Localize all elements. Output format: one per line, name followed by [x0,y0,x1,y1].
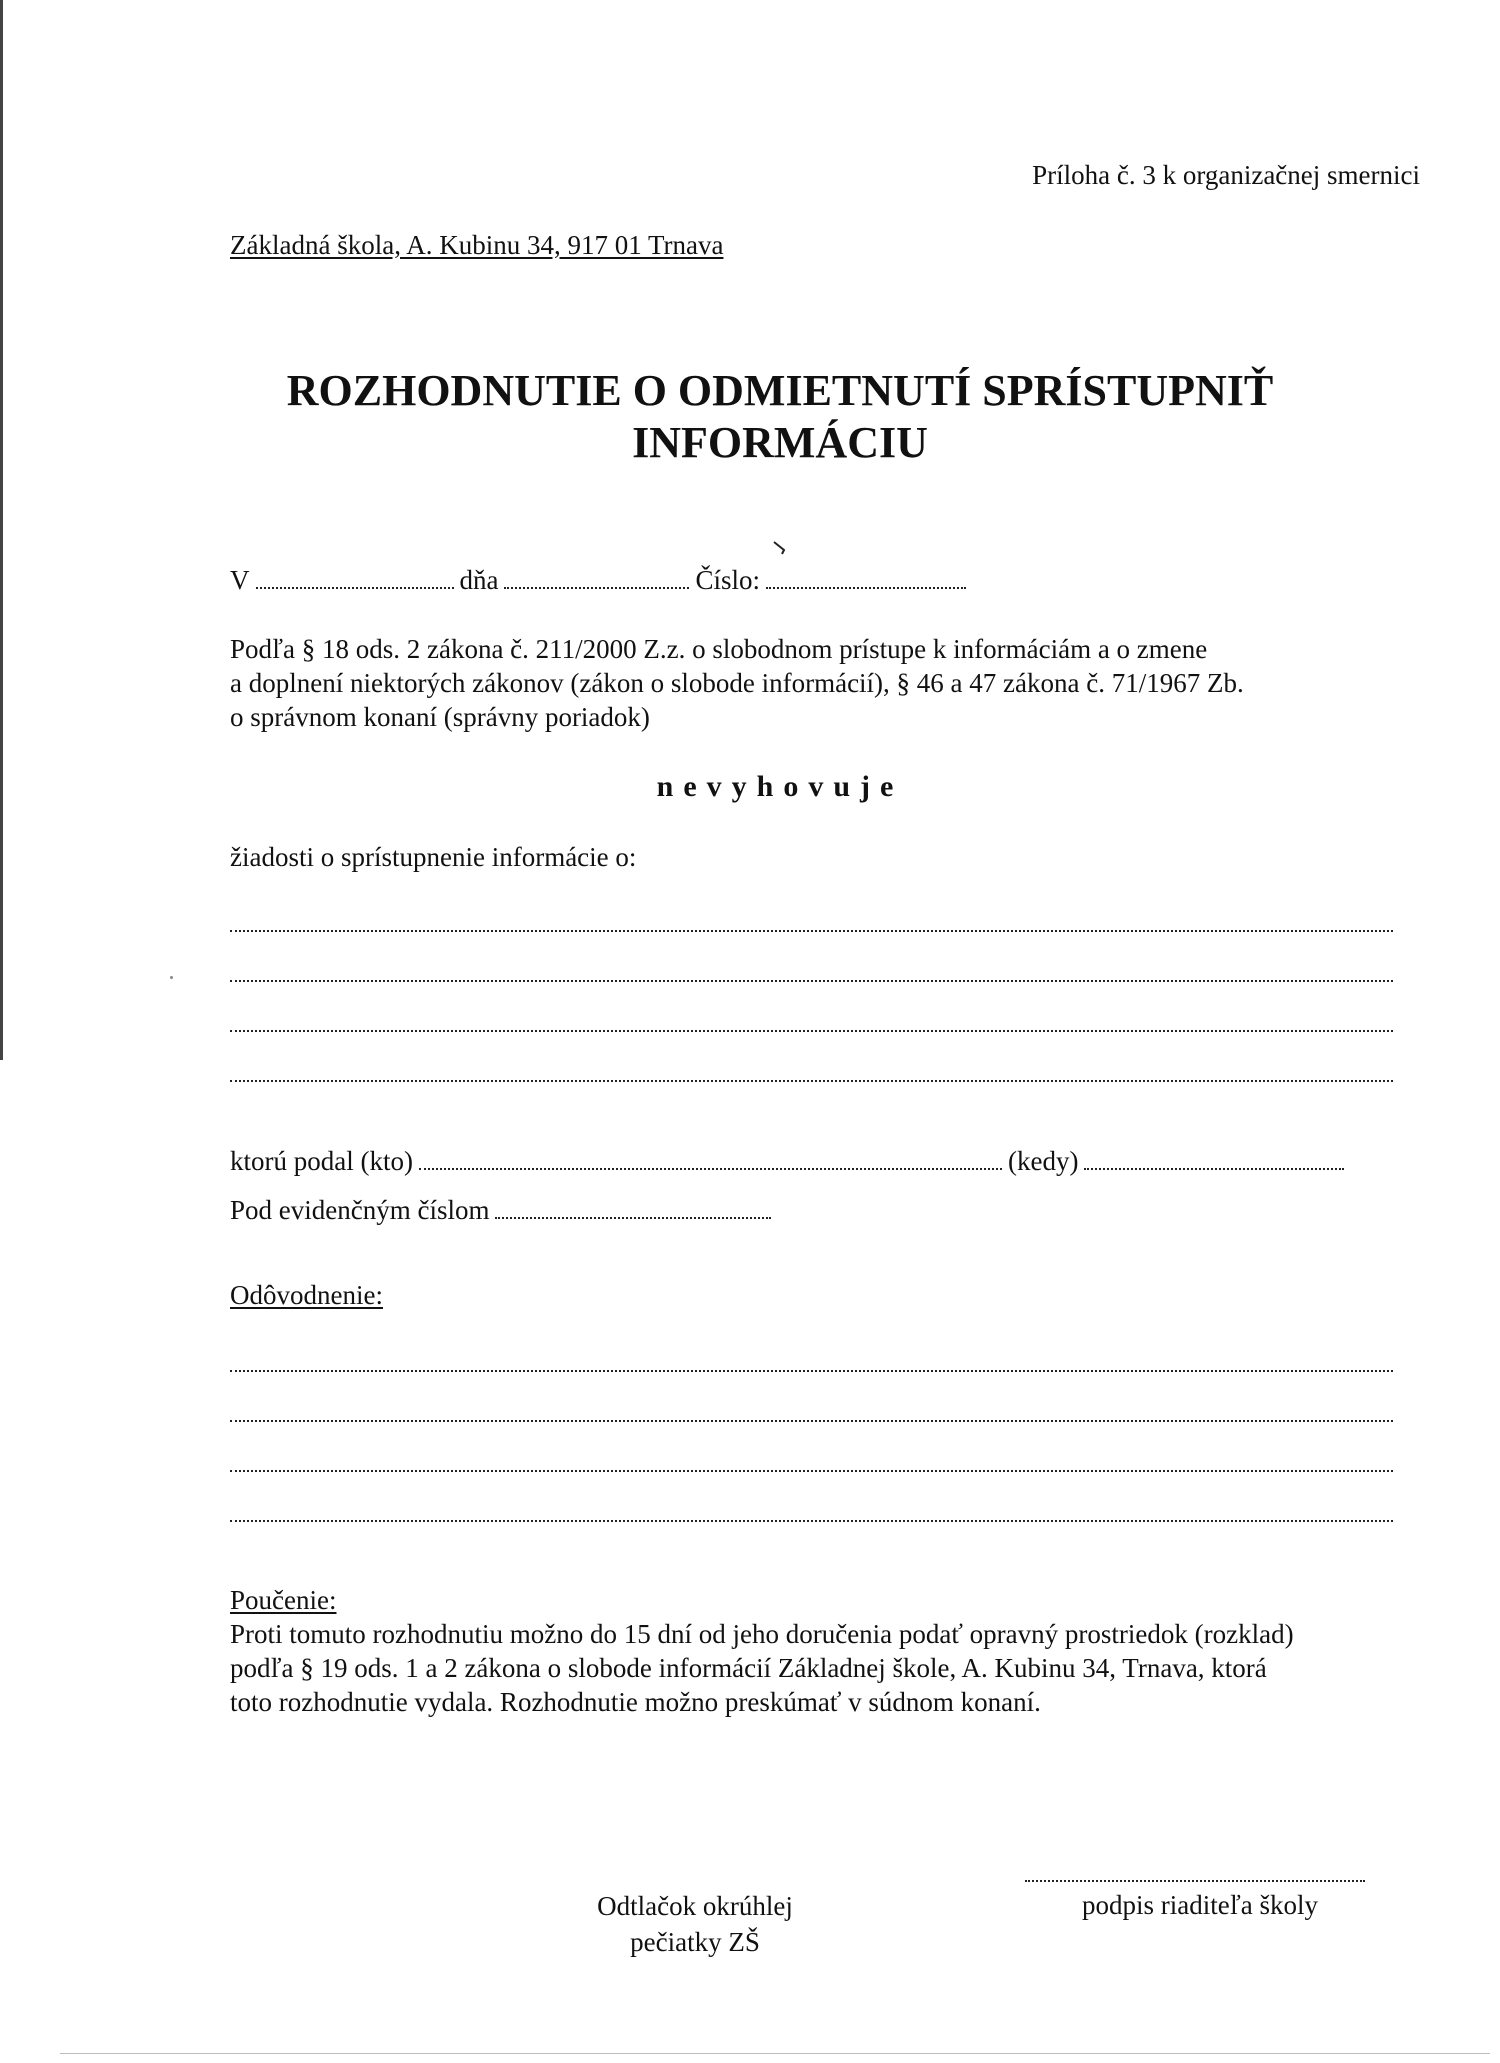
notice-label: Poučenie: [230,1585,337,1615]
notice-line-1: Proti tomuto rozhodnutiu možno do 15 dní od jeho doručenia podať opravný prostriedok (rozklad) [230,1619,1294,1649]
title-line-1: ROZHODNUTIE O ODMIETNUTÍ SPRÍSTUPNIŤ [286,366,1274,415]
number-field[interactable] [766,586,966,589]
handwritten-caret-mark [772,540,792,556]
signature-label: podpis riaditeľa školy [1082,1890,1318,1920]
applicant-when-field[interactable] [1084,1167,1344,1170]
legal-line-1: Podľa § 18 ods. 2 zákona č. 211/2000 Z.z. o slobodnom prístupe k informáciám a o zmene [230,634,1208,664]
justification-line-3[interactable] [230,1470,1393,1472]
notice-line-3: toto rozhodnutie vydala. Rozhodnutie možno preskúmať v súdnom konaní. [230,1687,1041,1717]
justification-line-4[interactable] [230,1520,1393,1522]
place-date-number-row [230,565,972,596]
place-field[interactable] [256,586,454,589]
request-line-2[interactable] [230,980,1393,982]
number-label: Číslo: [695,565,761,595]
verdict: nevyhovuje [656,770,904,803]
request-line-4[interactable] [230,1080,1393,1082]
scan-edge-left [0,0,3,1060]
date-label: dňa [459,565,499,595]
legal-basis [230,632,1390,734]
justification-line-1[interactable] [230,1370,1393,1372]
request-line-1[interactable] [230,930,1393,932]
request-line-3[interactable] [230,1030,1393,1032]
registry-number-label: Pod evidenčným číslom [230,1195,490,1225]
applicant-row [230,1146,1350,1177]
legal-line-3: o správnom konaní (správny poriadok) [230,702,650,732]
notice-line-2: podľa § 19 ods. 1 a 2 zákona o slobode informácií Základnej škole, A. Kubinu 34, Trnava, ktorá [230,1653,1267,1683]
justification-line-2[interactable] [230,1420,1393,1422]
scan-speck [170,976,173,979]
applicant-who-label: ktorú podal (kto) [230,1146,413,1176]
legal-line-2: a doplnení niektorých zákonov (zákon o slobode informácií), § 46 a 47 zákona č. 71/1967 Zb. [230,668,1244,698]
request-label: žiadosti o sprístupnenie informácie o: [230,842,637,872]
scan-edge-bottom [60,2053,1490,2054]
annex-reference: Príloha č. 3 k organizačnej smernici [1032,160,1420,190]
signature-field[interactable] [1025,1880,1365,1882]
date-field[interactable] [504,586,689,589]
stamp-line-1: Odtlačok okrúhlej [597,1891,793,1921]
stamp-placeholder [560,1888,830,1960]
place-label: V [230,565,250,595]
stamp-line-2: pečiatky ZŠ [630,1927,760,1957]
registry-number-field[interactable] [495,1216,771,1219]
justification-label: Odôvodnenie: [230,1280,383,1310]
registry-row [230,1195,777,1226]
appeal-notice [230,1583,1400,1719]
document-title [230,365,1330,469]
applicant-who-field[interactable] [419,1167,1002,1170]
applicant-when-label: (kedy) [1007,1146,1079,1176]
school-address: Základná škola, A. Kubinu 34, 917 01 Trnava [230,230,724,260]
title-line-2: INFORMÁCIU [632,418,928,467]
